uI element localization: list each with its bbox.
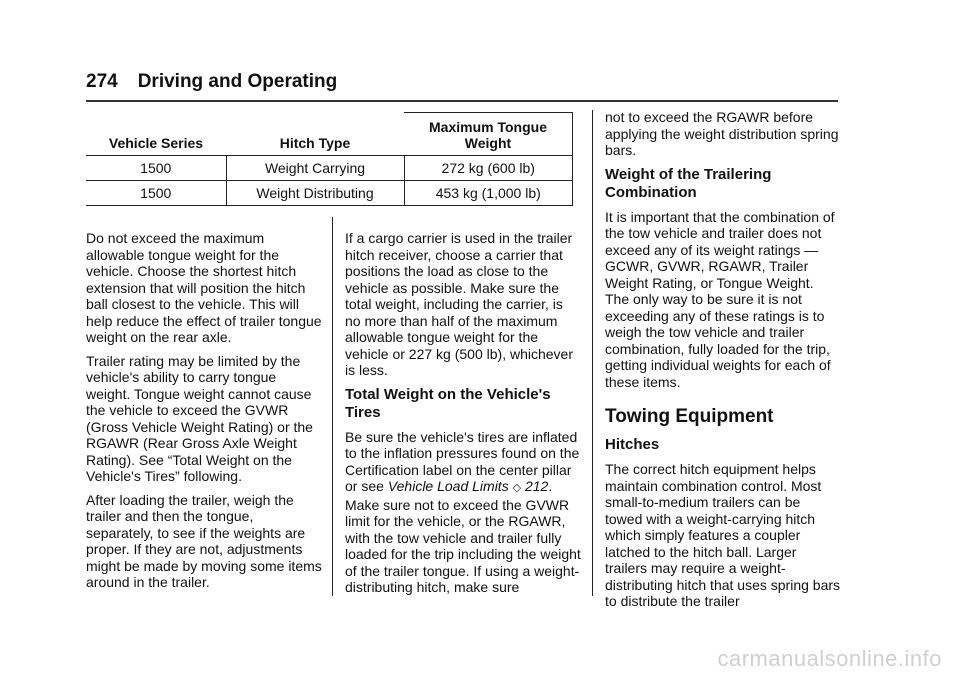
column-header: Hitch Type bbox=[226, 113, 404, 156]
table-cell: Weight Carrying bbox=[226, 156, 404, 181]
text-column-2 bbox=[345, 230, 581, 603]
header-rule bbox=[86, 100, 838, 102]
table-cell: Weight Distributing bbox=[226, 181, 404, 206]
tongue-weight-table bbox=[86, 112, 573, 206]
table-cell: 272 kg (600 lb) bbox=[404, 156, 573, 181]
column-header: Maximum Tongue Weight bbox=[404, 113, 573, 156]
page-number: 274 bbox=[86, 71, 118, 92]
subheading-hitches: Hitches bbox=[605, 436, 660, 453]
subheading-total-weight: Total Weight on the Vehicle's Tires bbox=[345, 385, 551, 421]
paragraph: The correct hitch equipment helps maintain combination control. Most small-to-medium trailers can be towed with a weight-carrying hitch which simply features a coupler latched to the hitch ball. Larger trailers may require a weight-distributing hitch that uses spring bars to distribute the trailer bbox=[605, 461, 841, 609]
page-ref-number[interactable]: 212 bbox=[524, 478, 549, 494]
column-divider bbox=[332, 217, 333, 596]
table-cell: 1500 bbox=[86, 156, 226, 181]
subheading-trailering-combination: Weight of the Trailering Combination bbox=[605, 165, 772, 201]
table-row bbox=[86, 181, 573, 206]
section-heading-towing-equipment: Towing Equipment bbox=[605, 406, 774, 427]
paragraph: It is important that the combination of the tow vehicle and trailer does not exceed any of its weight ratings — GCWR, GVWR, RGAWR, Trailer Weight Rating, or Tongue Weight. The only way to be sure it is not exceeding any of these ratings is to weigh the tow vehicle and trailer combination, fully loaded for the trip, getting individual weights for each of these items. bbox=[605, 208, 835, 390]
link-vehicle-load-limits[interactable]: Vehicle Load Limits bbox=[387, 478, 509, 494]
table-cell: 1500 bbox=[86, 181, 226, 206]
column-header: Vehicle Series bbox=[86, 113, 226, 156]
table-header-row bbox=[86, 113, 573, 156]
page-header bbox=[86, 71, 337, 93]
table-cell: 453 kg (1,000 lb) bbox=[404, 181, 573, 206]
text-column-1 bbox=[86, 230, 322, 598]
text-column-3 bbox=[605, 109, 841, 617]
column-divider bbox=[592, 110, 593, 596]
paragraph: Do not exceed the maximum allowable tongue weight for the vehicle. Choose the shortest hitch extension that will position the hitch ball closest to the vehicle. This will help reduce the effect of trailer tongue weight on the rear axle. bbox=[86, 230, 322, 345]
table-row bbox=[86, 156, 573, 181]
paragraph: After loading the trailer, weigh the trailer and then the tongue, separately, to see if the weights are proper. If they are not, adjustments might be made by moving some items around in the trailer. bbox=[86, 491, 322, 590]
page-ref-icon: ◇ bbox=[512, 482, 522, 494]
paragraph: Be sure the vehicle's tires are inflated to the inflation pressures found on the Certification label on the center pillar or see Vehicle Load Limits ◇ 212. Make sure not to exceed the GVWR limit for the vehicle, or the RGAWR, with the tow vehicle and trailer fully loaded for the trip including the weight of the trailer tongue. If using a weight-distributing hitch, make sure bbox=[345, 428, 581, 595]
paragraph: If a cargo carrier is used in the trailer hitch receiver, choose a carrier that positions the load as close to the vehicle as possible. Make sure the total weight, including the carrier, is no more than half of the maximum allowable tongue weight for the vehicle or 227 kg (500 lb), whichever is less. bbox=[345, 230, 574, 378]
watermark: carmanualsonline.info bbox=[717, 646, 942, 671]
section-title: Driving and Operating bbox=[137, 71, 338, 92]
paragraph: Trailer rating may be limited by the vehicle's ability to carry tongue weight. Tongue weight cannot cause the vehicle to exceed the GVWR (Gross Vehicle Weight Rating) or the RGAWR (Rear Gross Axle Weight Rating). See “Total Weight on the Vehicle's Tires” following. bbox=[86, 352, 313, 484]
paragraph: not to exceed the RGAWR before applying the weight distribution spring bars. bbox=[605, 109, 839, 158]
